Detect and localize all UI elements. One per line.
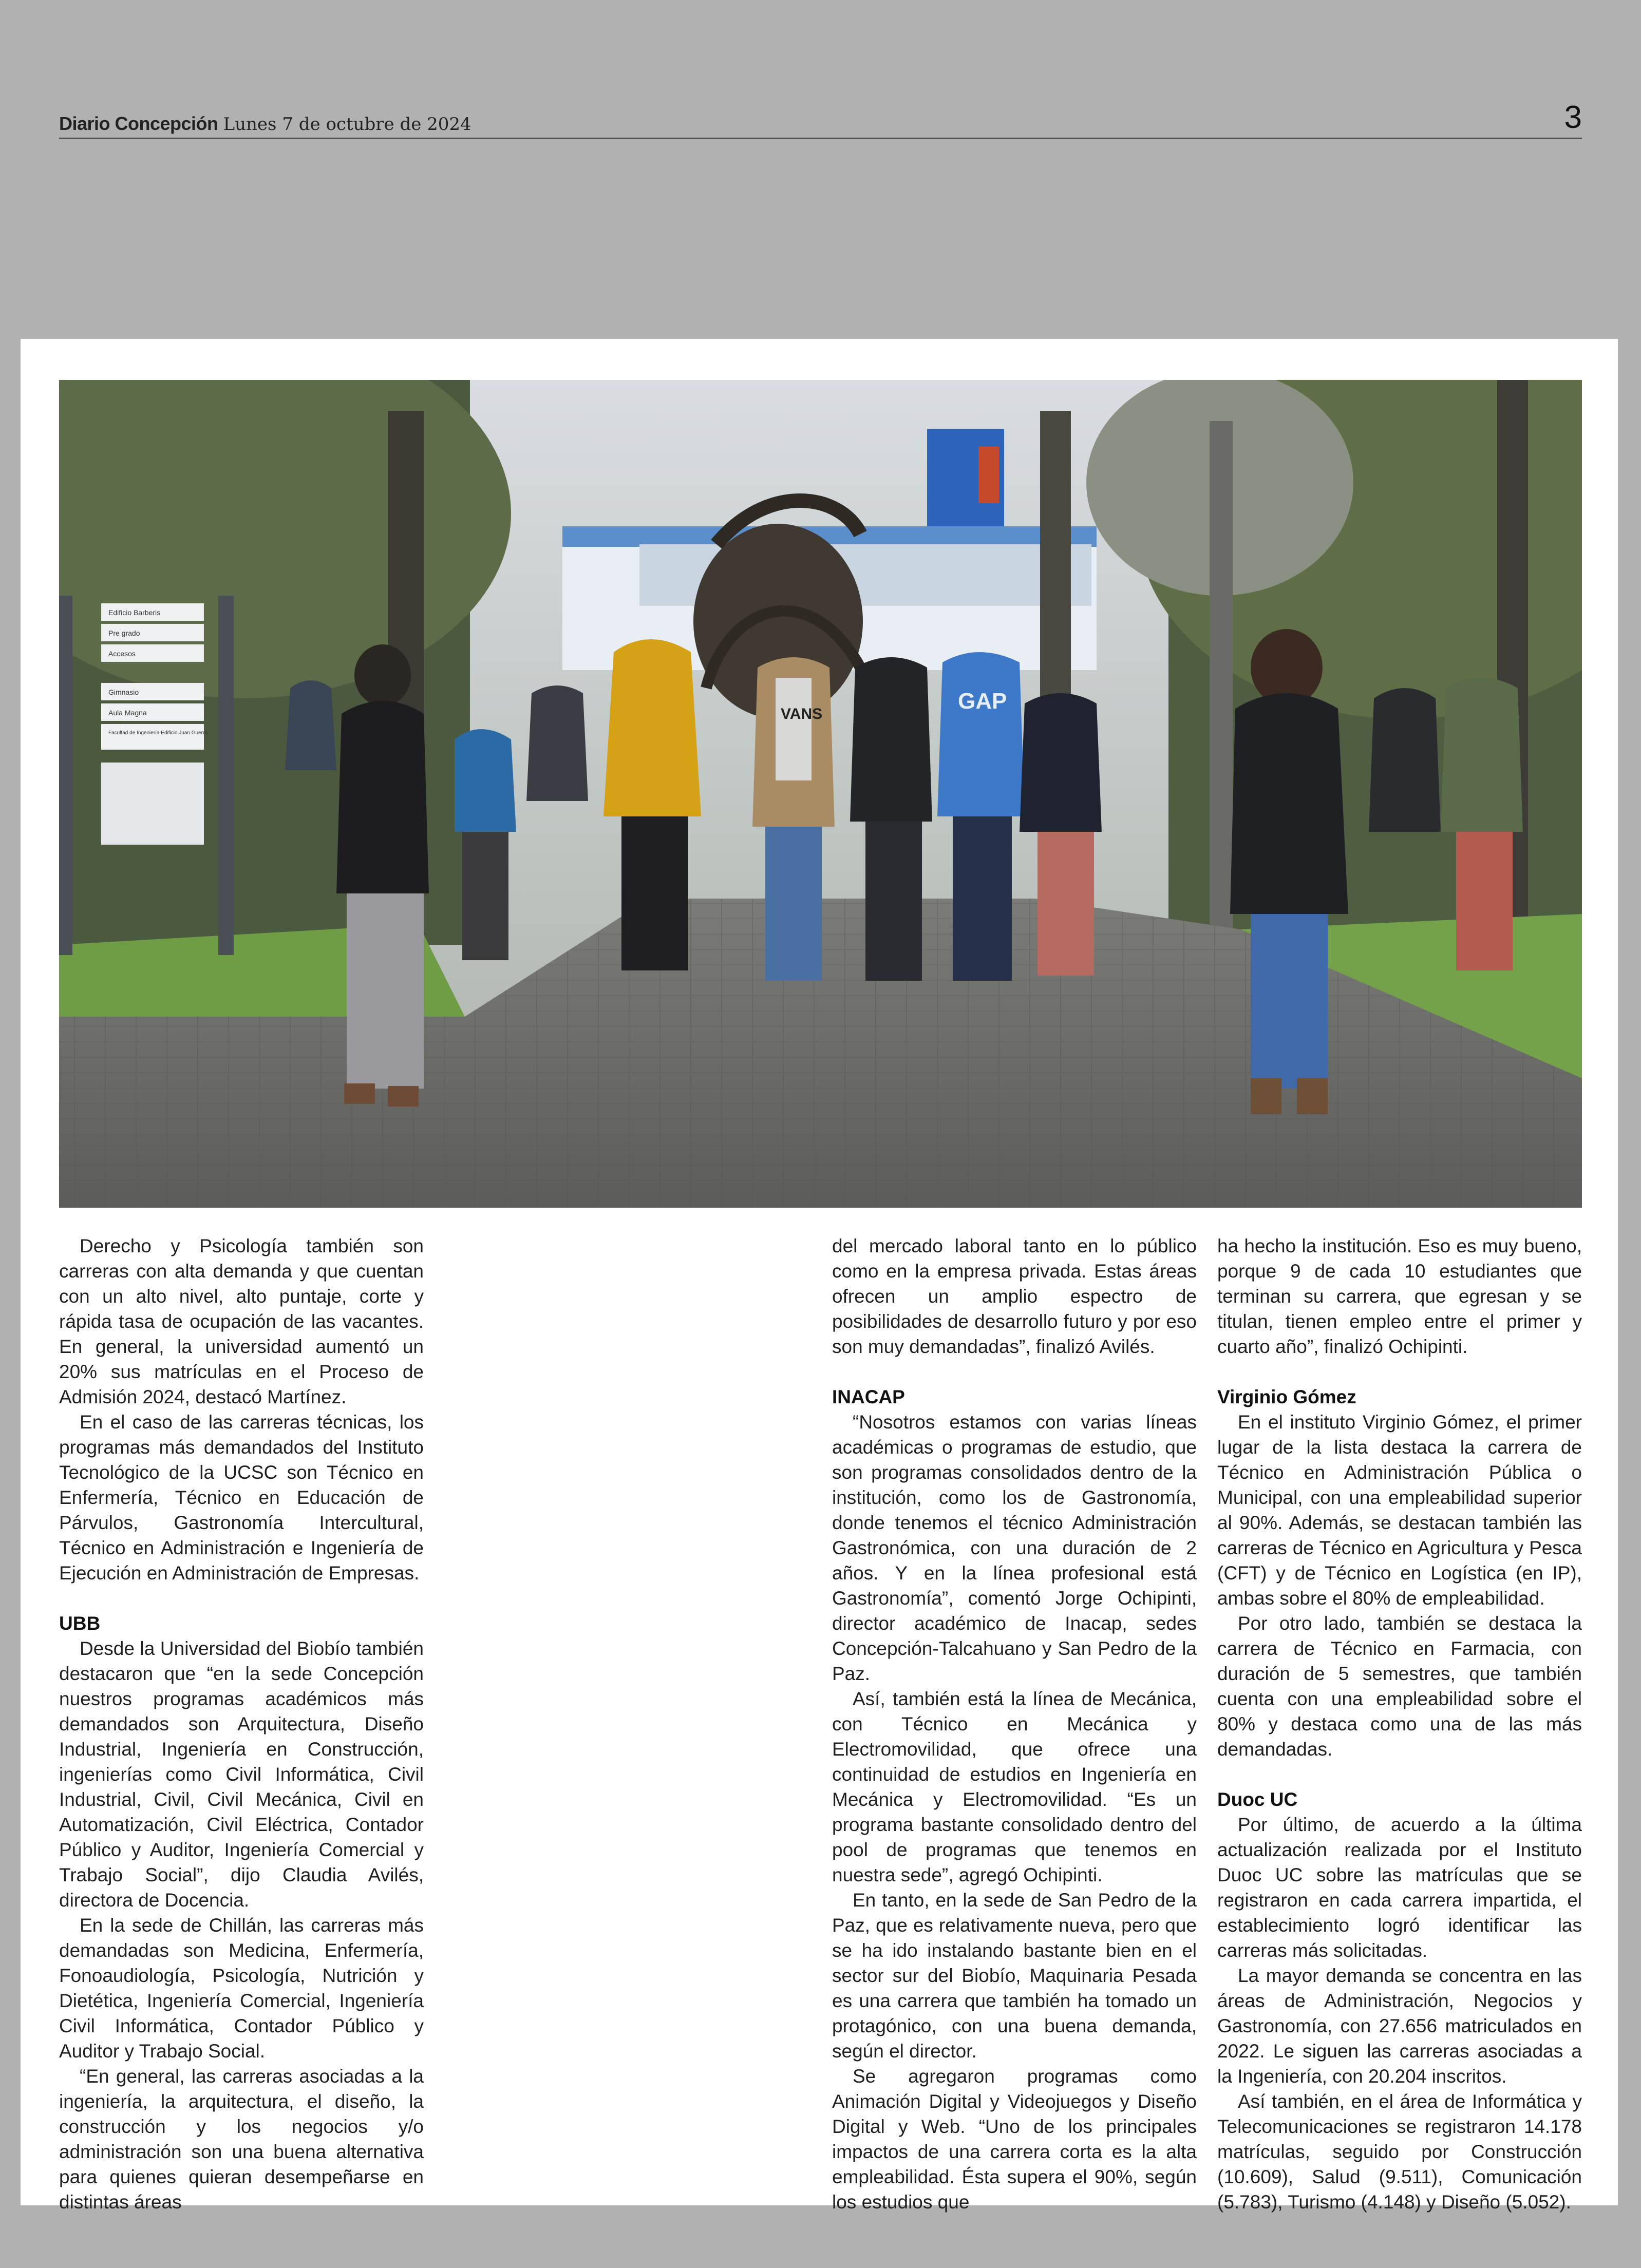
paragraph: Por último, de acuerdo a la última actualización realizada por el Instituto Duoc UC sobre las matrículas que se registraron en cada carrera impartida, el establecimiento logró identificar las carreras más solicitadas.	[1217, 1814, 1582, 1961]
paragraph: En tanto, en la sede de San Pedro de la Paz, que es relativamente nueva, pero que se ha ido instalando bastante bien en el sector sur del Biobío, Maquinaria Pesada es una carrera que también ha tomado un protagónico, con una buena demanda, según el director.	[832, 1890, 1197, 2062]
sign-text: Aula Magna	[108, 709, 147, 717]
paragraph: del mercado laboral tanto en lo público como en la empresa privada. Estas áreas ofrecen un amplio espectro de posibilidades de desarrollo futuro y por eso son muy demandadas”, finalizó Avilés.	[832, 1235, 1197, 1357]
sign-text: Gimnasio	[108, 688, 139, 696]
paragraph: Derecho y Psicología también son carreras con alta demanda y que cuentan con un alto nivel, alto puntaje, corte y rápida tasa de ocupación de las vacantes. En general, la universidad aumentó un 20% sus matrículas en el Proceso de Admisión 2024, destacó Martínez.	[59, 1235, 424, 1407]
paragraph: Así también, en el área de Informática y Telecomunicaciones se registraron 14.178 matrículas, seguido por Construcción (10.609), Salud (9.511), Comunicación (5.783), Turismo (4.148) y Diseño (5.052).	[1217, 2091, 1582, 2213]
shirt-text: VANS	[781, 706, 823, 722]
subheading-ubb: UBB	[59, 1613, 101, 1634]
page-number: 3	[1564, 100, 1582, 135]
paragraph: “En general, las carreras asociadas a la ingeniería, la arquitectura, el diseño, la construcción y los negocios y/o administración son una buena alternativa para quienes quieran desempeñarse en distintas áreas	[59, 2066, 424, 2213]
sign-text: Edificio Barberis	[108, 608, 161, 617]
campus-photo	[59, 380, 1582, 1208]
newspaper-name: Diario Concepción	[59, 113, 218, 134]
article-column-4	[1217, 1233, 1582, 2215]
sign-text: Accesos	[108, 650, 136, 658]
subheading-inacap: INACAP	[832, 1386, 905, 1407]
hoodie-text: GAP	[958, 689, 1007, 714]
subheading-duoc-uc: Duoc UC	[1217, 1789, 1298, 1810]
paragraph: Desde la Universidad del Biobío también destacaron que “en la sede Concepción nuestros programas académicos más demandados son Arquitectura, Diseño Industrial, Ingeniería en Construcción, ingenierías como Civil Informática, Civil Industrial, Civil, Civil Mecánica, Civil en Automatización, Civil Eléctrica, Contador Público y Auditor, Ingeniería Comercial y Trabajo Social”, dijo Claudia Avilés, directora de Docencia.	[59, 1638, 424, 1911]
page-header	[59, 102, 1582, 139]
paragraph: En el instituto Virginio Gómez, el primer lugar de la lista destaca la carrera de Técnico en Administración Pública o Municipal, con una empleabilidad superior al 90%. Además, se destacan también las carreras de Técnico en Agricultura y Pesca (CFT) y de Técnico en Logística (en IP), ambas sobre el 80% de empleabilidad.	[1217, 1412, 1582, 1609]
issue-date: Lunes 7 de octubre de 2024	[223, 114, 471, 135]
subheading-virginio-gomez: Virginio Gómez	[1217, 1386, 1356, 1407]
masthead	[59, 113, 471, 135]
article-column-3	[832, 1233, 1197, 2215]
paragraph: La mayor demanda se concentra en las áreas de Administración, Negocios y Gastronomía, con 27.656 matriculados en 2022. Le siguen las carreras asociadas a la Ingeniería, con 20.204 inscritos.	[1217, 1965, 1582, 2087]
paragraph: ha hecho la institución. Eso es muy bueno, porque 9 de cada 10 estudiantes que terminan su carrera, que egresan y se titulan, tienen empleo entre el primer y cuarto año”, finalizó Ochipinti.	[1217, 1235, 1582, 1357]
article-sheet	[21, 339, 1618, 2213]
paragraph: “Nosotros estamos con varias líneas académicas o programas de estudio, que son programas consolidados dentro de la institución, como los de Gastronomía, donde tenemos el técnico Administración Gastronómica, con una duración de 2 años. Y en la línea profesional está Gastronomía”, comentó Jorge Ochipinti, director académico de Inacap, sedes Concepción-Talcahuano y San Pedro de la Paz.	[832, 1412, 1197, 1684]
paragraph: Por otro lado, también se destaca la carrera de Técnico en Farmacia, con duración de 5 semestres, que también cuenta con una empleabilidad sobre el 80% y destaca como una de las más demandadas.	[1217, 1613, 1582, 1760]
paragraph: Así, también está la línea de Mecánica, con Técnico en Mecánica y Electromovilidad, que ofrece una continuidad de estudios en Ingeniería en Mecánica y Electromovilidad. “Es un programa bastante consolidado dentro del pool de programas que tenemos en nuestra sede”, agregó Ochipinti.	[832, 1688, 1197, 1885]
article-column-1	[59, 1233, 424, 2215]
sign-text: Facultad de Ingeniería Edificio Juan Guerra	[108, 730, 208, 736]
paragraph: Se agregaron programas como Animación Digital y Videojuegos y Diseño Digital y Web. “Uno de los principales impactos de una carrera corta es la alta empleabilidad. Ésta supera el 90%, según los estudios que	[832, 2066, 1197, 2213]
sign-text: Pre grado	[108, 629, 140, 637]
paragraph: En la sede de Chillán, las carreras más demandadas son Medicina, Enfermería, Fonoaudiología, Psicología, Nutrición y Dietética, Ingeniería Comercial, Ingeniería Civil Informática, Contador Público y Auditor y Trabajo Social.	[59, 1915, 424, 2062]
paragraph: En el caso de las carreras técnicas, los programas más demandados del Instituto Tecnológico de la UCSC son Técnico en Enfermería, Técnico en Educación de Párvulos, Gastronomía Intercultural, Técnico en Administración e Ingeniería de Ejecución en Administración de Empresas.	[59, 1412, 424, 1584]
